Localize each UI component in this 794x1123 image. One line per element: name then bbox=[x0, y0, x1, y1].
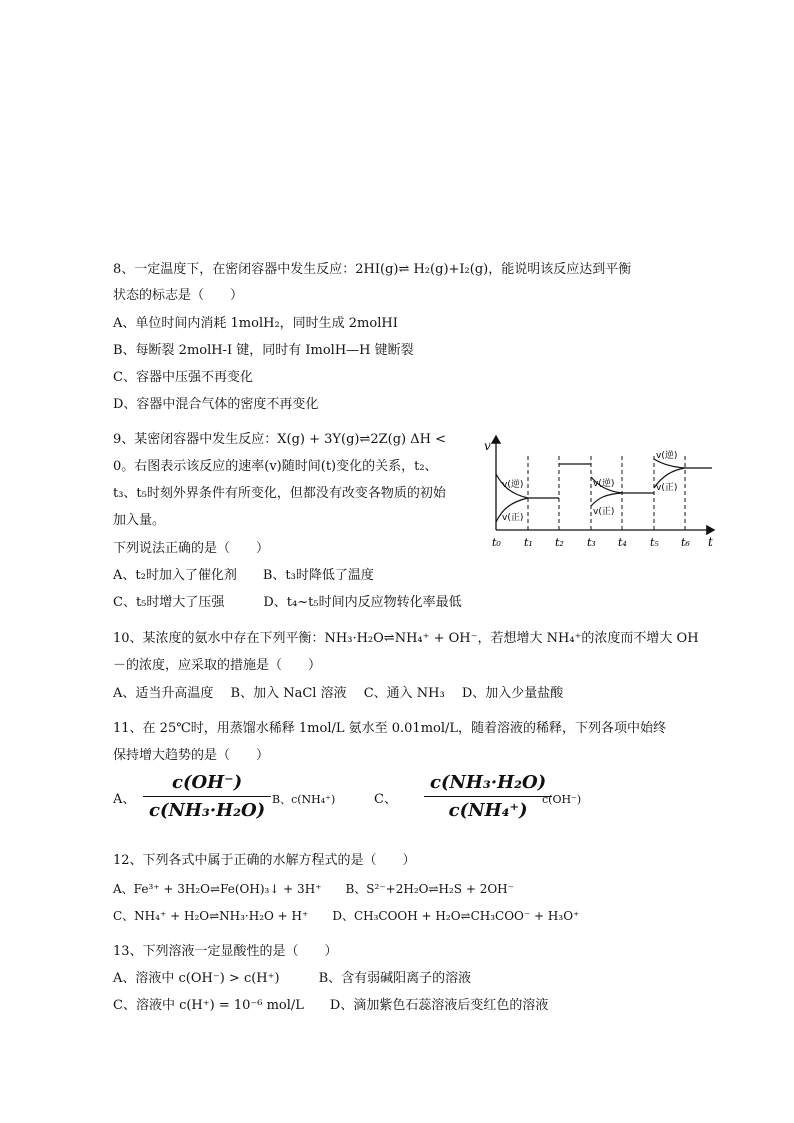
q11-option-d: c(OH⁻) bbox=[542, 793, 582, 806]
q9-stem-line4: 加入量。 bbox=[113, 513, 166, 528]
q10-options: A、适当升高温度 B、加入 NaCl 溶液 C、通入 NH₃ D、加入少量盐酸 bbox=[113, 686, 564, 701]
q8-option-c: C、容器中压强不再变化 bbox=[113, 370, 253, 385]
tick-t4: t₄ bbox=[618, 536, 627, 549]
q11-option-c-label: C、 bbox=[374, 792, 397, 807]
q9-stem-line3: t₃、t₅时刻外界条件有所变化，但都没有改变各物质的初始 bbox=[113, 486, 446, 501]
label-v-forward-1: v(正) bbox=[502, 513, 524, 523]
q11-option-a-fraction bbox=[143, 772, 271, 821]
q8-stem-line1: 8、一定温度下，在密闭容器中发生反应：2HI(g)⇌ H₂(g)+I₂(g)，能说明该反应达到平衡 bbox=[113, 262, 632, 277]
q11-stem-line2: 保持增大趋势的是（ ） bbox=[113, 748, 270, 763]
rate-time-chart bbox=[482, 430, 732, 555]
label-v-forward-2: v(正) bbox=[593, 507, 615, 517]
q11-a-numerator: c(OH⁻) bbox=[172, 772, 243, 793]
q13-options-ab: A、溶液中 c(OH⁻) > c(H⁺) B、含有弱碱阳离子的溶液 bbox=[113, 971, 472, 986]
tick-t0: t₀ bbox=[492, 536, 501, 549]
tick-t3: t₃ bbox=[587, 536, 596, 549]
tick-t6: t₆ bbox=[681, 536, 690, 549]
q9-prompt: 下列说法正确的是（ ） bbox=[113, 541, 270, 556]
q9-options-ab: A、t₂时加入了催化剂 B、t₃时降低了温度 bbox=[113, 568, 374, 583]
q12-stem: 12、下列各式中属于正确的水解方程式的是（ ） bbox=[113, 853, 416, 868]
q8-stem-line2: 状态的标志是（ ） bbox=[113, 288, 244, 303]
label-v-reverse-1: v(逆) bbox=[502, 480, 524, 490]
y-axis-label: v bbox=[484, 439, 491, 453]
q12-options-ab: A、Fe³⁺ + 3H₂O⇌Fe(OH)₃↓ + 3H⁺ B、S²⁻+2H₂O⇌H₂S + 2OH⁻ bbox=[113, 882, 514, 896]
tick-t5: t₅ bbox=[650, 536, 659, 549]
label-v-forward-3: v(正) bbox=[656, 483, 678, 493]
q11-stem-line1: 11、在 25℃时，用蒸馏水稀释 1mol/L 氨水至 0.01mol/L，随着溶液的稀释，下列各项中始终 bbox=[113, 721, 667, 736]
q12-options-cd: C、NH₄⁺ + H₂O⇌NH₃·H₂O + H⁺ D、CH₃COOH + H₂O⇌CH₃COO⁻ + H₃O⁺ bbox=[113, 909, 580, 923]
tick-t2: t₂ bbox=[555, 536, 564, 549]
q11-c-denominator: c(NH₄⁺) bbox=[448, 800, 528, 821]
q13-options-cd: C、溶液中 c(H⁺) = 10⁻⁶ mol/L D、滴加紫色石蕊溶液后变红色的溶液 bbox=[113, 998, 549, 1013]
tick-t1: t₁ bbox=[524, 536, 533, 549]
q11-c-numerator: c(NH₃·H₂O) bbox=[430, 772, 547, 793]
x-axis-label: t bbox=[708, 535, 713, 549]
q10-stem-line1: 10、某浓度的氨水中存在下列平衡：NH₃·H₂O⇌NH₄⁺ + OH⁻，若想增大 NH₄⁺的浓度而不增大 OH bbox=[113, 631, 699, 646]
q9-stem-line2: 0。右图表示该反应的速率(v)随时间(t)变化的关系，t₂、 bbox=[113, 459, 438, 474]
q10-stem-line2: －的浓度，应采取的措施是（ ） bbox=[113, 658, 322, 673]
q11-option-c-fraction bbox=[424, 772, 552, 821]
q13-stem: 13、下列溶液一定显酸性的是（ ） bbox=[113, 944, 338, 959]
segment-4-forward-rate bbox=[591, 493, 622, 506]
q11-option-b: B、c(NH₄⁺) bbox=[272, 793, 336, 806]
label-v-reverse-3: v(逆) bbox=[656, 451, 678, 461]
q11-a-denominator: c(NH₃·H₂O) bbox=[149, 800, 266, 821]
label-v-reverse-2: v(逆) bbox=[593, 479, 615, 489]
q8-option-d: D、容器中混合气体的密度不再变化 bbox=[113, 397, 319, 412]
q11-option-a-label: A、 bbox=[113, 792, 136, 807]
q9-stem-line1: 9、某密闭容器中发生反应：X(g) + 3Y(g)⇌2Z(g) ΔH < bbox=[113, 432, 447, 447]
q8-option-a: A、单位时间内消耗 1molH₂，同时生成 2molHI bbox=[113, 316, 398, 331]
q9-options-cd: C、t₅时增大了压强 D、t₄~t₅时间内反应物转化率最低 bbox=[113, 595, 462, 610]
q8-option-b: B、每断裂 2molH-I 键，同时有 ImolH—H 键断裂 bbox=[113, 343, 414, 358]
